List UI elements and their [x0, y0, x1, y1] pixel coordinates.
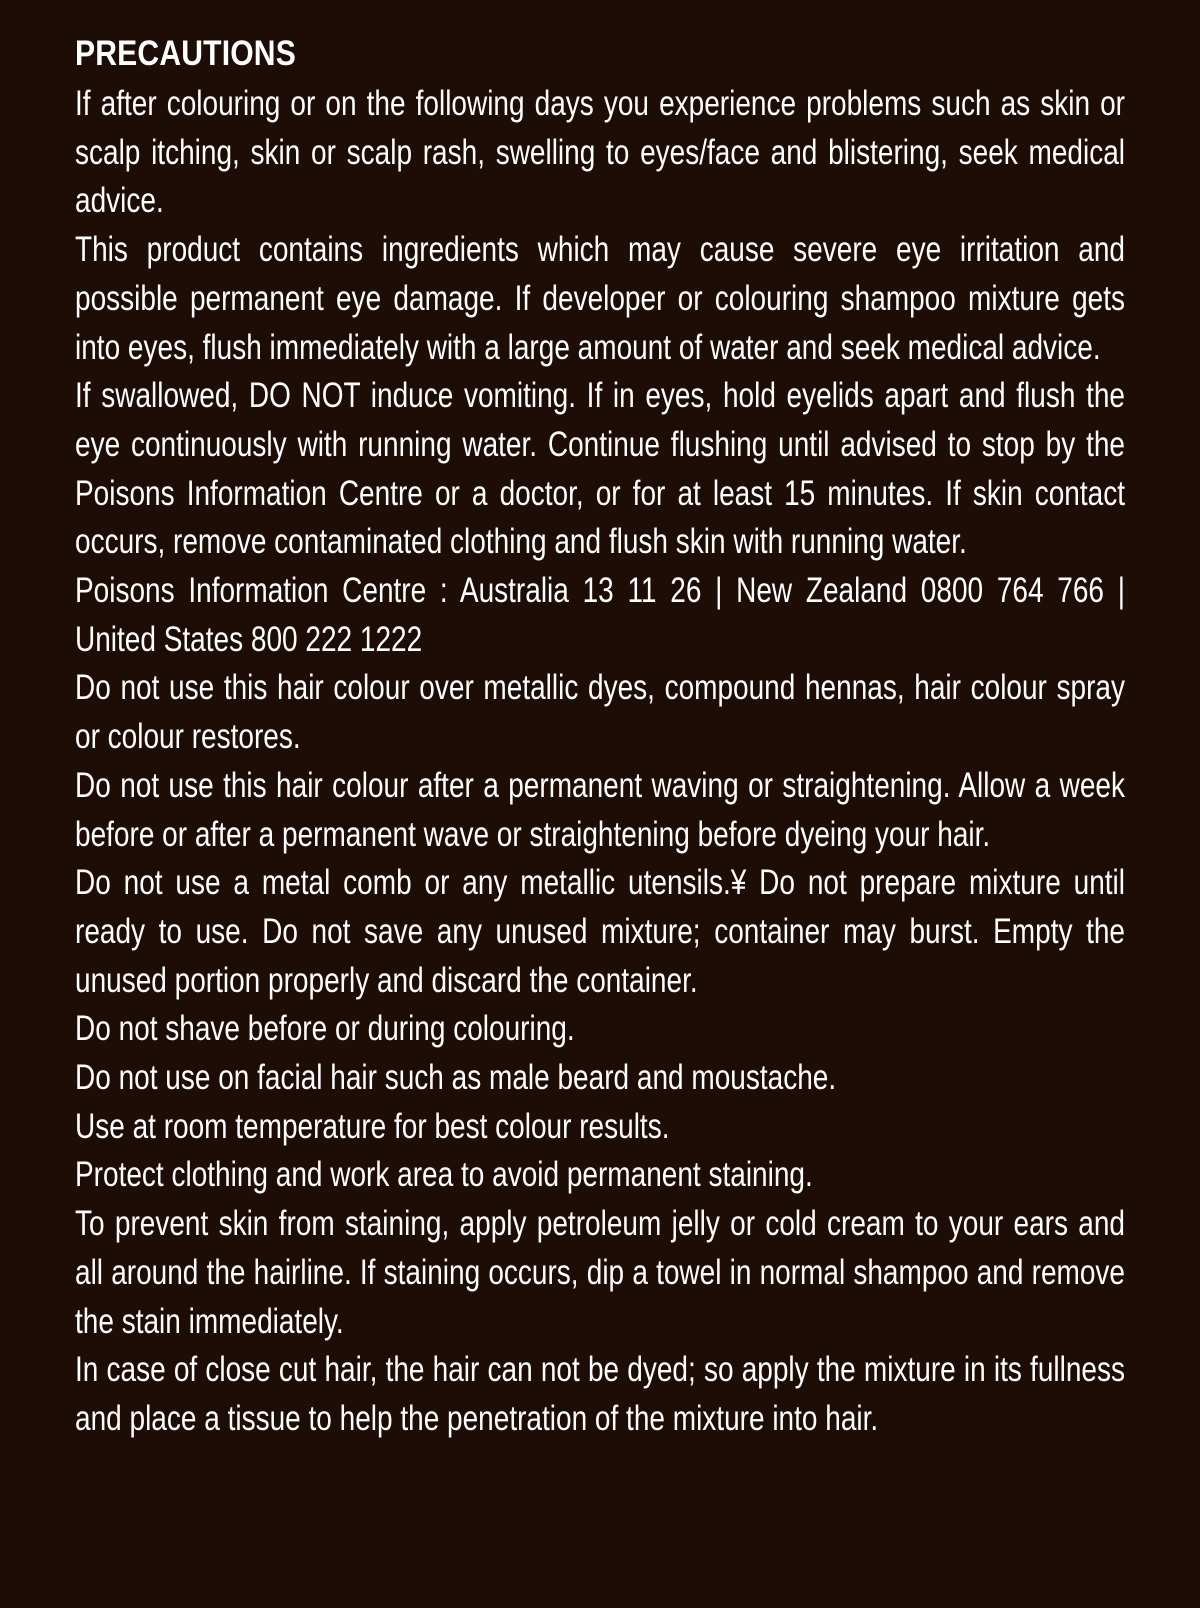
precaution-paragraph: Protect clothing and work area to avoid permanent staining. — [75, 1155, 813, 1195]
precaution-paragraph: To prevent skin from staining, apply petroleum jelly or cold cream to your ears and all around the hairline. If staining occurs, dip a towel in normal shampoo and remove the stain immediately. — [75, 1204, 1125, 1341]
poisons-centre-contacts: Poisons Information Centre : Australia 13 11 26 | New Zealand 0800 764 766 | United States 800 222 1222 — [75, 571, 1125, 659]
precaution-paragraph: This product contains ingredients which may cause severe eye irritation and possible permanent eye damage. If developer or colouring shampoo mixture gets into eyes, flush immediately with a large amount of water and seek medical advice. — [75, 230, 1125, 367]
precaution-paragraph: Do not shave before or during colouring. — [75, 1009, 575, 1049]
precaution-paragraph: If swallowed, DO NOT induce vomiting. If in eyes, hold eyelids apart and flush the eye continuously with running water. Continue flushing until advised to stop by the Poisons Information Centre or a doctor, or for at least 15 minutes. If skin contact occurs, remove contaminated clothing and flush skin with running water. — [75, 376, 1125, 562]
precaution-paragraph: Do not use this hair colour after a permanent waving or straightening. Allow a week before or after a permanent wave or straightening before dyeing your hair. — [75, 765, 1125, 854]
precaution-paragraph: Do not use this hair colour over metallic dyes, compound hennas, hair colour spray or colour restores. — [75, 668, 1125, 757]
precautions-heading: PRECAUTIONS — [75, 34, 296, 73]
precaution-paragraph: Do not use a metal comb or any metallic utensils.¥ Do not prepare mixture until ready to use. Do not save any unused mixture; container may burst. Empty the unused portion properly and discard the container. — [75, 863, 1125, 1000]
precaution-paragraph: If after colouring or on the following days you experience problems such as skin or scalp itching, skin or scalp rash, swelling to eyes/face and blistering, seek medical advice. — [75, 84, 1125, 221]
precaution-paragraph: Use at room temperature for best colour results. — [75, 1106, 670, 1146]
precaution-paragraph: Do not use on facial hair such as male beard and moustache. — [75, 1058, 837, 1098]
precaution-paragraph: In case of close cut hair, the hair can not be dyed; so apply the mixture in its fullness and place a tissue to help the penetration of the mixture into hair. — [75, 1350, 1125, 1438]
